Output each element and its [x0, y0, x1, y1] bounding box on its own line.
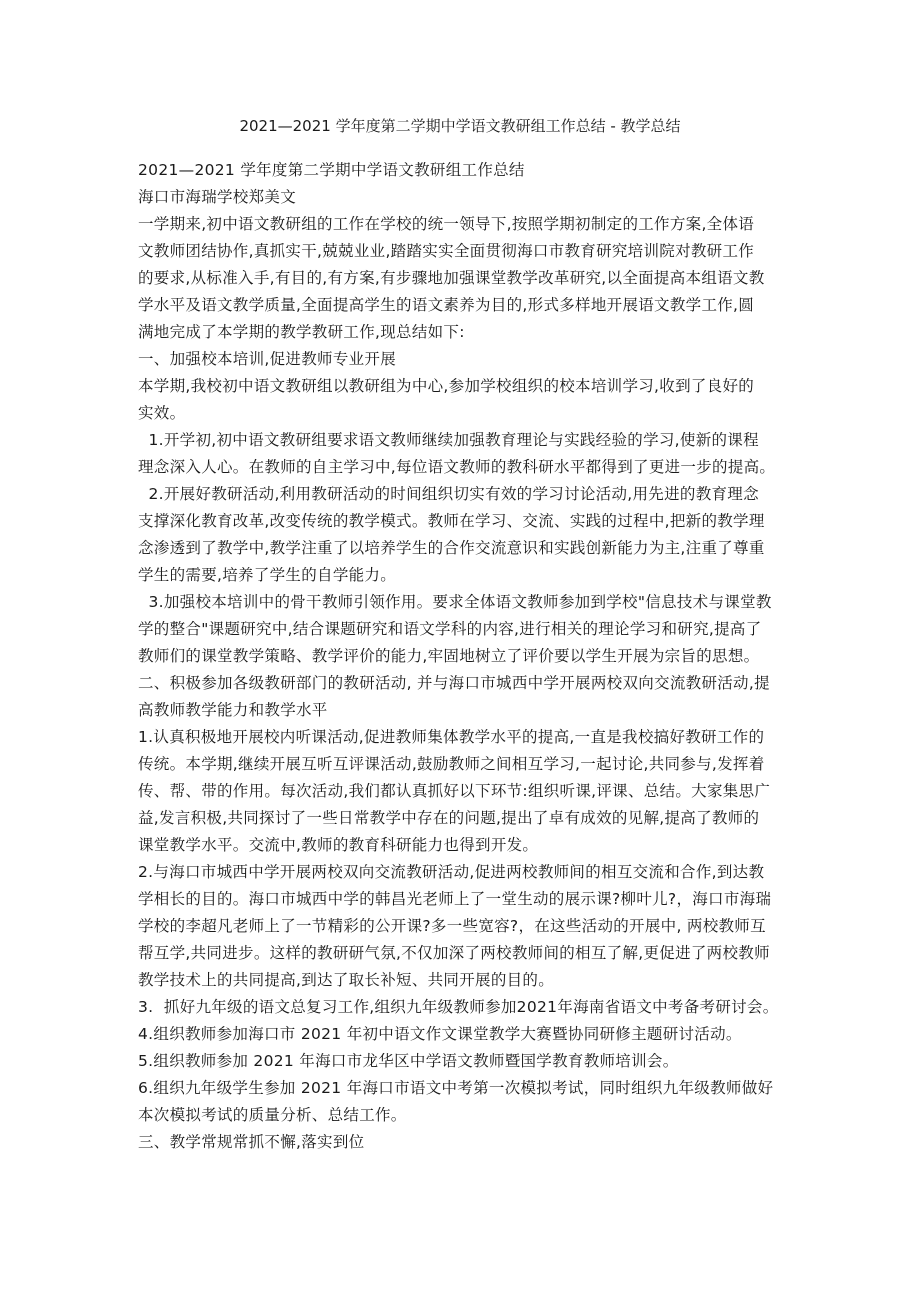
text-line: 4.组织教师参加海口市 2021 年初中语文作文课堂教学大赛暨协同研修主题研讨活动。 [138, 1025, 742, 1043]
text-line: 1.开学初,初中语文教研组要求语文教师继续加强教育理论与实践经验的学习,使新的课程 [138, 431, 759, 449]
heading [138, 157, 818, 184]
text-line: 本学期,我校初中语文教研组以教研组为中心,参加学校组织的校本培训学习,收到了良好的 [138, 377, 755, 395]
text-line: 3.加强校本培训中的骨干教师引领作用。要求全体语文教师参加到学校"信息技术与课堂教 [138, 593, 772, 611]
document-title: 2021—2021 学年度第二学期中学语文教研组工作总结 - 教学总结 [239, 117, 681, 135]
text-line: 传、帮、带的作用。每次活动,我们都认真抓好以下环节:组织听课,评课、总结。大家集思广 [138, 782, 771, 800]
paragraph [138, 211, 818, 346]
text-line: 学校的李超凡老师上了一节精彩的公开课?多一些宽容?，在这些活动的开展中, 两校教师互 [138, 917, 766, 935]
paragraph [138, 1021, 818, 1048]
text-line: 5.组织教师参加 2021 年海口市龙华区中学语文教师暨国学教育教师培训会。 [138, 1052, 679, 1070]
text-line: 三、教学常规常抓不懈,落实到位 [138, 1133, 365, 1151]
section [138, 346, 818, 373]
paragraph [138, 373, 818, 427]
text-line: 帮互学,共同进步。这样的教研研气氛,不仅加深了两校教师间的相互了解,更促进了两校教师 [138, 944, 770, 962]
text-line: 实效。 [138, 404, 186, 422]
author [138, 184, 818, 211]
paragraph [138, 859, 818, 994]
text-line: 念渗透到了教学中,教学注重了以培养学生的合作交流意识和实践创新能力为主,注重了尊重 [138, 539, 765, 557]
text-line: 2.与海口市城西中学开展两校双向交流教研活动,促进两校教师间的相互交流和合作,到达教 [138, 863, 765, 881]
text-line: 2.开展好教研活动,利用教研活动的时间组织切实有效的学习讨论活动,用先进的教育理念 [138, 485, 759, 503]
text-line: 传统。本学期,继续开展互听互评课活动,鼓励教师之间相互学习,一起讨论,共同参与,发挥着 [138, 755, 765, 773]
text-line: 支撑深化教育改革,改变传统的教学模式。教师在学习、交流、实践的过程中,把新的教学理 [138, 512, 765, 530]
text-line: 一、加强校本培训,促进教师专业开展 [138, 350, 397, 368]
paragraph [138, 481, 818, 589]
text-line: 1.认真积极地开展校内听课活动,促进教师集体教学水平的提高,一直是我校搞好教研工作的 [138, 728, 765, 746]
text-line: 满地完成了本学期的教学教研工作,现总结如下: [138, 323, 465, 341]
text-line: 学相长的目的。海口市城西中学的韩昌光老师上了一堂生动的展示课?柳叶儿?，海口市海瑞 [138, 890, 772, 908]
text-line: 教学技术上的共同提高,到达了取长补短、共同开展的目的。 [138, 971, 555, 989]
paragraph [138, 427, 818, 481]
section [138, 670, 818, 724]
text-line: 学的整合"课题研究中,结合课题研究和语文学科的内容,进行相关的理论学习和研究,提高了 [138, 620, 762, 638]
text-line: 一学期来,初中语文教研组的工作在学校的统一领导下,按照学期初制定的工作方案,全体语 [138, 215, 755, 233]
text-line: 本次模拟考试的质量分析、总结工作。 [138, 1106, 407, 1124]
document-body [138, 157, 818, 1156]
text-line: 学水平及语文教学质量,全面提高学生的语文素养为目的,形式多样地开展语文教学工作,圆 [138, 296, 755, 314]
paragraph [138, 589, 818, 670]
text-line: 教师们的课堂教学策略、教学评价的能力,牢固地树立了评价要以学生开展为宗旨的思想。 [138, 647, 760, 665]
paragraph [138, 1048, 818, 1075]
text-line: 2021—2021 学年度第二学期中学语文教研组工作总结 [138, 161, 525, 179]
text-line: 学生的需要,培养了学生的自学能力。 [138, 566, 397, 584]
text-line: 文教师团结协作,真抓实干,兢兢业业,踏踏实实全面贯彻海口市教育研究培训院对教研工作 [138, 242, 755, 260]
text-line: 理念深入人心。在教师的自主学习中,每位语文教师的教科研水平都得到了更进一步的提高。 [138, 458, 776, 476]
text-line: 3. 抓好九年级的语文总复习工作,组织九年级教师参加2021年海南省语文中考备考研讨会。 [138, 998, 779, 1016]
paragraph [138, 1075, 818, 1129]
paragraph [138, 724, 818, 859]
section [138, 1129, 818, 1156]
text-line: 高教师教学能力和教学水平 [138, 701, 328, 719]
text-line: 6.组织九年级学生参加 2021 年海口市语文中考第一次模拟考试，同时组织九年级教师做好 [138, 1079, 774, 1097]
text-line: 的要求,从标准入手,有目的,有方案,有步骤地加强课堂教学改革研究,以全面提高本组语文教 [138, 269, 765, 287]
text-line: 益,发言积极,共同探讨了一些日常教学中存在的问题,提出了卓有成效的见解,提高了教师的 [138, 809, 760, 827]
paragraph [138, 994, 818, 1021]
text-line: 二、积极参加各级教研部门的教研活动, 并与海口市城西中学开展两校双向交流教研活动,提 [138, 674, 770, 692]
text-line: 课堂教学水平。交流中,教师的教育科研能力也得到开发。 [138, 836, 539, 854]
text-line: 海口市海瑞学校郑美文 [138, 188, 297, 206]
